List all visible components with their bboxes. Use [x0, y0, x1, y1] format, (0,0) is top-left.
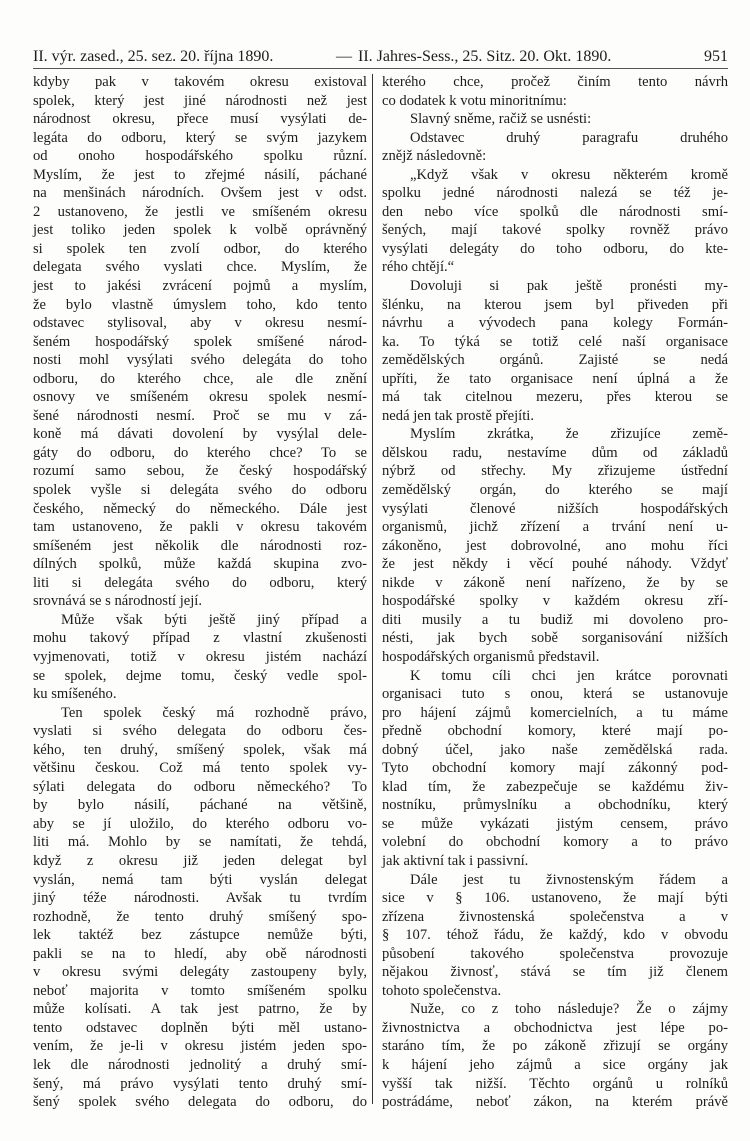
- text-line: může kolísati. A tak jest patrno, že by: [33, 1001, 367, 1018]
- text-line: klad tím, že zabezpečuje se každému živ-: [382, 778, 728, 795]
- text-line: sice v § 106. ustanoveno, že mají býti: [382, 890, 728, 907]
- header-dash: —: [336, 48, 352, 65]
- text-line: na menšinách národních. Ovšem jest v odst.: [33, 185, 367, 202]
- text-line: nostníku, průmyslníku a obchodníku, který: [382, 797, 728, 814]
- text-line: živnostnictva a obchodnictva jest lépe po-: [382, 1019, 728, 1036]
- text-line: českého, německý do německého. Dále jest: [33, 500, 367, 517]
- text-line: spolek vyšle si delegáta svého do odboru: [33, 482, 367, 499]
- text-line: legáta do odboru, který se svým jazykem: [33, 129, 367, 146]
- text-line: šlénku, na kterou jsem byl přiveden při: [382, 296, 728, 313]
- text-line: kého, ten druhý, smíšený spolek, však má: [33, 741, 367, 758]
- text-line: tento odstavec doplněn býti měl ustano-: [33, 1019, 367, 1036]
- text-line: Myslím zkrátka, že zřizujíce země-: [410, 426, 728, 443]
- text-line: staráno tím, že po zákoně zřizují se orgány: [382, 1038, 728, 1055]
- text-line: předně obchodní komory, které mají po-: [382, 723, 728, 740]
- text-line: zákoněno, jest dobrovolné, ano mohu říci: [382, 537, 728, 554]
- text-line: Myslím, že jest to zřejmé násilí, páchané: [33, 166, 367, 183]
- text-line: si spolek ten zvolí odbor, do kterého: [33, 240, 367, 257]
- text-line: Může však býti ještě jiný případ a: [61, 611, 367, 628]
- text-line: kterého chce, pročež činím tento návrh: [382, 74, 728, 90]
- text-line: vením, že je-li v okresu jistém jeden spo-: [33, 1038, 367, 1055]
- text-line: odboru, do kterého chce, ale dle znění: [33, 370, 367, 387]
- text-line: jiný téže národnosti. Avšak tu tvrdím: [33, 890, 367, 907]
- text-line: pro hájení zájmů komercielních, a tu máme: [382, 704, 728, 721]
- text-line: jest toliko jeden spolek k volbě oprávněný: [33, 222, 367, 239]
- text-line: upříti, že tato organisace není úplná a že: [382, 370, 728, 387]
- text-line: se může vykázati jistým censem, právo: [382, 815, 728, 832]
- text-line: Ten spolek český má rozhodně právo,: [61, 704, 367, 721]
- text-line: § 107. téhož řádu, že každý, kdo v obvodu: [382, 927, 728, 944]
- header-german: II. Jahres-Sess., 25. Sitz. 20. Okt. 1890.: [358, 48, 612, 65]
- text-line: zemědělských orgánů. Zajisté se nedá: [382, 352, 728, 369]
- text-line: jak aktivní tak i passivní.: [382, 852, 529, 869]
- text-line: organisaci tuto s onou, která se ustanovuje: [382, 686, 728, 703]
- text-line: šený spolek svého delegata do odboru, do: [33, 1094, 367, 1111]
- text-line: šených, mají takové spolky rovněž právo: [382, 222, 728, 239]
- text-line: hospodářských organismů představil.: [382, 648, 600, 665]
- text-line: v okresu svými delegáty zastoupeny byly,: [33, 964, 367, 981]
- text-line: jest to jakési zvrácení pojmů a myslím,: [33, 278, 367, 295]
- text-line: neboť majorita v tomto smíšeném spolku: [33, 982, 367, 999]
- text-line: že jest někdy i věcí pouhé náhody. Vždyť: [382, 556, 728, 573]
- text-line: tohoto společenstva.: [382, 982, 502, 999]
- text-line: dělskou radu, nestavíme dům od základů: [382, 444, 728, 461]
- text-line: Odstavec druhý paragrafu druhého: [410, 129, 728, 146]
- text-line: den nebo více spolků dle národnosti smí-: [382, 203, 728, 220]
- text-line: lek dle národnosti jednolitý a druhý smí-: [33, 1056, 367, 1073]
- text-line: diti musily a tu budiž mi dovoleno pro-: [382, 611, 728, 628]
- column-divider: [372, 74, 373, 1104]
- text-line: šeném hospodářský spolek smíšené národ-: [33, 333, 367, 350]
- text-line: Nuže, co z toho následuje? Že o zájmy: [410, 1001, 728, 1018]
- text-line: nikde v zákoně není nařízeno, že by se: [382, 574, 728, 591]
- text-line: „Když však v okresu některém kromě: [410, 166, 728, 183]
- text-line: Dovoluji si pak ještě pronésti my-: [410, 278, 728, 295]
- text-line: vysýlati delegáty do toho odboru, do kte-: [382, 240, 728, 257]
- text-line: liti má. Mohlo by se namítati, že tehdá,: [33, 834, 367, 851]
- text-line: odstavec stylisoval, aby v okresu nesmí-: [33, 315, 367, 332]
- text-line: tam ustanoveno, že pakli v okresu takovém: [33, 519, 367, 536]
- text-line: když z okresu již jeden delegat byl: [33, 852, 367, 869]
- text-line: vyjmenovati, totiž v okresu jistém nachází: [33, 648, 367, 665]
- text-line: lek taktéž bez zástupce nemůže býti,: [33, 927, 367, 944]
- text-line: 2 ustanoveno, že jestli ve smíšeném okresu: [33, 203, 367, 220]
- text-line: koně má dávati dovolení by vysýlal dele-: [33, 426, 367, 443]
- text-line: osnovy ve smíšeném okresu spolek nesmí-: [33, 389, 367, 406]
- page-number: 951: [704, 48, 728, 65]
- text-line: ku smíšeného.: [33, 686, 117, 703]
- text-line: aby se jí uložilo, do kterého odboru vo-: [33, 815, 367, 832]
- text-line: že bylo vlastně úmyslem toho, kdo tento: [33, 296, 367, 313]
- text-line: rozumí samo sebou, že český hospodářský: [33, 463, 367, 480]
- text-line: smíšeném jest několik dle národnosti roz-: [33, 537, 367, 554]
- text-line: volební do obchodní komory a to právo: [382, 834, 728, 851]
- text-line: vysýlati členové nižších hospodářských: [382, 500, 728, 517]
- text-line: spolku jedné národnosti nalezá se též je-: [382, 185, 728, 202]
- text-line: Tyto obchodní komory mají zákonný pod-: [382, 760, 728, 777]
- text-line: národnost okresu, přece musí vysýlati de-: [33, 111, 367, 128]
- text-line: nésti, jak bych sobě sorganisování nižších: [382, 630, 728, 647]
- text-line: nýbrž od střechy. My zřizujeme ústřední: [382, 463, 728, 480]
- text-line: nedá jen tak prostě přejíti.: [382, 407, 534, 424]
- text-line: zřízena živnostenská společenstva a v: [382, 908, 728, 925]
- text-line: postrádáme, neboť zákon, na kterém právě: [382, 1094, 728, 1111]
- text-line: k hájení jeho zájmů a sice orgány jak: [382, 1056, 728, 1073]
- text-line: znějž následovně:: [382, 148, 487, 165]
- text-line: Slavný sněme, račiž se usnésti:: [410, 111, 592, 128]
- text-line: šené národnosti nesmí. Proč se mu v zá-: [33, 407, 367, 424]
- text-line: by bylo násilí, páchané na většině,: [33, 797, 367, 814]
- text-line: působení takového společenstva provozuje: [382, 945, 728, 962]
- text-line: ka. To týká se totiž celé naší organisace: [382, 333, 728, 350]
- right-column: [382, 73, 728, 1112]
- text-line: sýlati delegata do odboru německého? To: [33, 778, 367, 795]
- text-line: co dodatek k votu minoritnímu:: [382, 92, 567, 109]
- text-line: organismů, jichž zřízení a trvání není u-: [382, 519, 728, 536]
- text-line: vyslati si svého delegata do odboru čes-: [33, 723, 367, 740]
- text-line: má tak citelnou mezeru, přes kterou se: [382, 389, 728, 406]
- text-line: od onoho hospodářského spolku různí.: [33, 148, 367, 165]
- text-line: návrhu a vývodech pana kolegy Formán-: [382, 315, 728, 332]
- text-line: delegata svého vyslati chce. Myslím, že: [33, 259, 367, 276]
- text-line: liti si delegáta svého do odboru, který: [33, 574, 367, 591]
- text-line: šený, má právo vysýlati tento druhý smí-: [33, 1075, 367, 1092]
- text-line: hospodářské spolky v každém okresu zří-: [382, 593, 728, 610]
- text-line: se spolek, dejme tomu, český vedle spol-: [33, 667, 367, 684]
- text-line: rozhodně, že tento druhý smíšený spo-: [33, 908, 367, 925]
- text-line: pakli se na to hledí, aby obě národnosti: [33, 945, 367, 962]
- text-line: zemědělský orgán, do kterého se mají: [382, 482, 728, 499]
- text-line: srovnává se s národností její.: [33, 593, 203, 610]
- running-header: [33, 46, 728, 69]
- text-line: gáty do odboru, do kterého chce? To se: [33, 444, 367, 461]
- text-line: rého chtějí.“: [382, 259, 455, 276]
- text-line: vyšší tak nižší. Těchto orgánů u rolníků: [382, 1075, 728, 1092]
- text-line: K tomu cíli chci jen krátce porovnati: [410, 667, 728, 684]
- text-line: nosti mohl vysýlati svého delegáta do toho: [33, 352, 367, 369]
- text-line: většinu českou. Což má tento spolek vy-: [33, 760, 367, 777]
- text-line: nějakou živnosť, stává se tím již členem: [382, 964, 728, 981]
- text-line: mohu takový případ z vlastní zkušenosti: [33, 630, 367, 647]
- text-line: kdyby pak v takovém okresu existoval: [33, 74, 367, 90]
- left-column: [33, 73, 367, 1112]
- text-line: dobný účel, jako naše zemědělská rada.: [382, 741, 728, 758]
- text-line: dílných spolků, může každá skupina zvo-: [33, 556, 367, 573]
- text-line: vyslán, nemá tam býti vyslán delegat: [33, 871, 367, 888]
- header-czech: II. výr. zased., 25. sez. 20. října 1890.: [33, 48, 274, 65]
- text-line: Dále jest tu živnostenským řádem a: [410, 871, 728, 888]
- text-line: spolek, který jest jiné národnosti než jest: [33, 92, 367, 109]
